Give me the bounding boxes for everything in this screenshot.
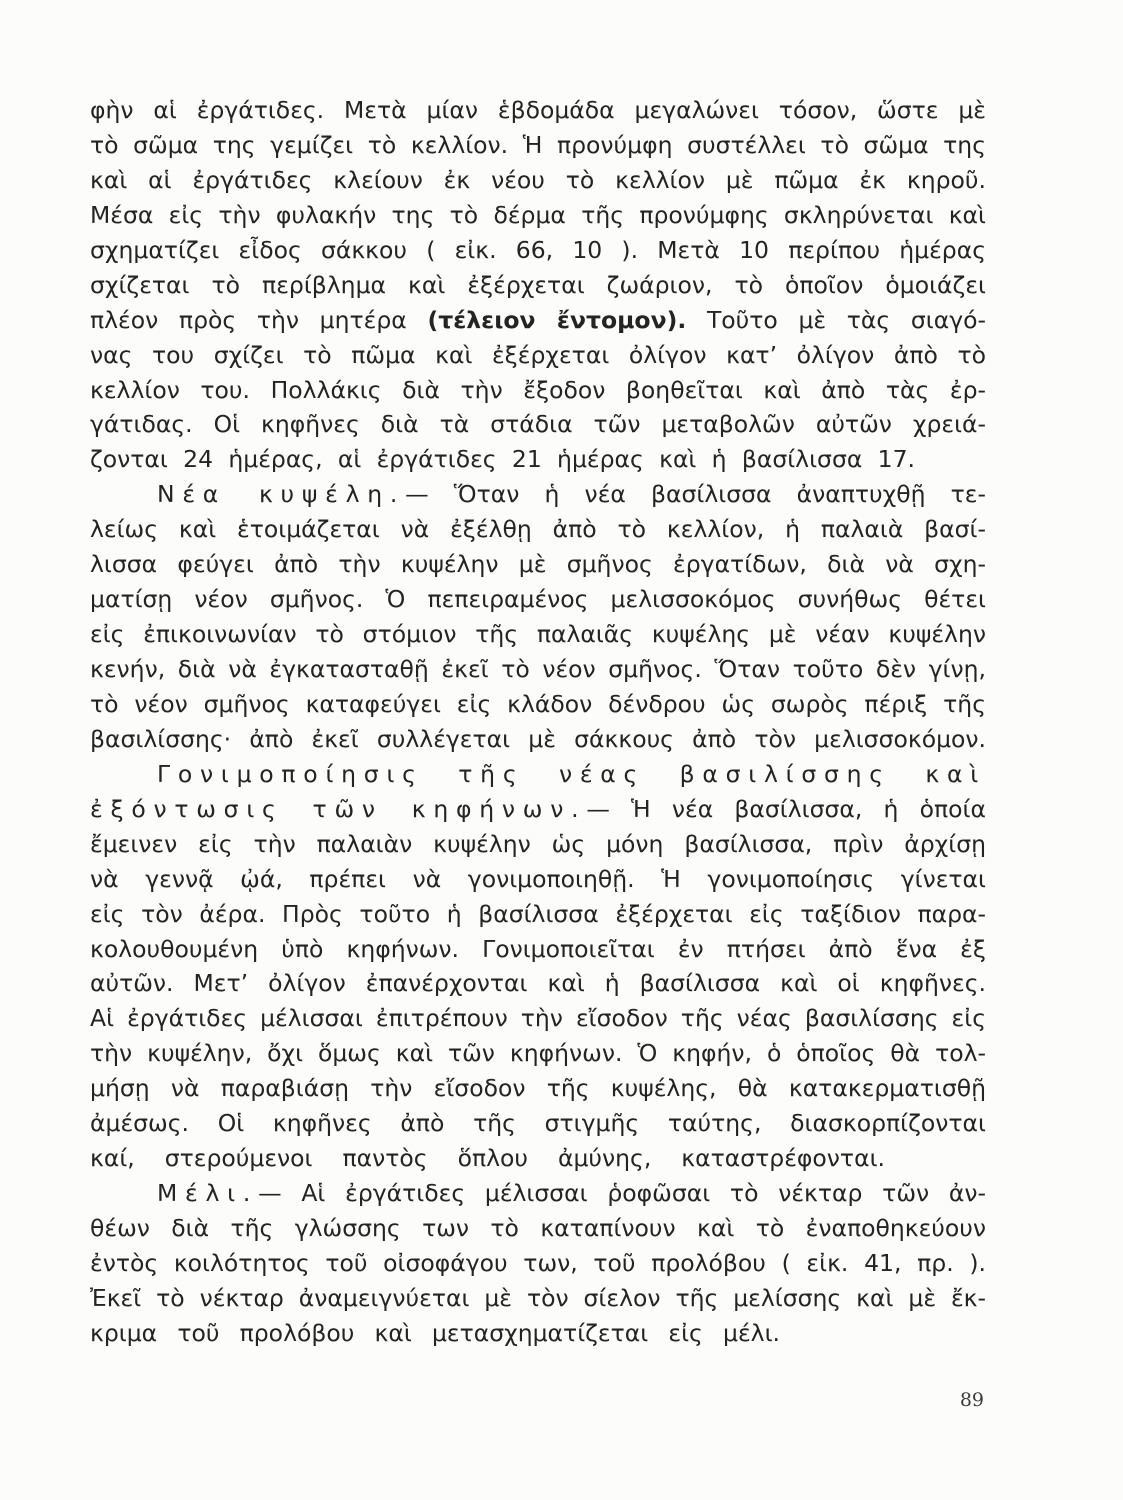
- text-line: ἔμεινεν εἰς τὴν παλαιὰν κυψέλην ὡς μόνη βασίλισσα, πρὶν ἀρχίσῃ: [90, 829, 986, 858]
- text-line: καὶ αἱ ἐργάτιδες κλείουν ἐκ νέου τὸ κελλίον μὲ πῶμα ἐκ κηροῦ.: [90, 165, 986, 194]
- text-line: ζονται 24 ἡμέρας, αἱ ἐργάτιδες 21 ἡμέρας καὶ ἡ βασίλισσα 17.: [90, 445, 915, 474]
- text-line: αὐτῶν. Μετ’ ὀλίγον ἐπανέρχονται καὶ ἡ βασίλισσα καὶ οἱ κηφῆνες.: [90, 969, 986, 998]
- text-line: νας του σχίζει τὸ πῶμα καὶ ἐξέρχεται ὀλίγον κατ’ ὀλίγον ἀπὸ τὸ: [90, 340, 986, 369]
- text-line: τὴν κυψέλην, ὄχι ὅμως καὶ τῶν κηφήνων. Ὁ κηφήν, ὁ ὁποῖος θὰ τολ-: [90, 1039, 986, 1068]
- text-line: [90, 477, 986, 512]
- text-line: Αἱ ἐργάτιδες μέλισσαι ἐπιτρέπουν τὴν εἴσοδον τῆς νέας βασιλίσσης εἰς: [90, 1004, 986, 1033]
- text-line: λείως καὶ ἑτοιμάζεται νὰ ἐξέλθῃ ἀπὸ τὸ κελλίον, ἡ παλαιὰ βασί-: [90, 515, 986, 544]
- text-line: εἰς τὸν ἀέρα. Πρὸς τοῦτο ἡ βασίλισσα ἐξέρχεται εἰς ταξίδιον παρα-: [90, 899, 986, 928]
- text-line: κελλίον του. Πολλάκις διὰ τὴν ἔξοδον βοηθεῖται καὶ ἀπὸ τὰς ἐρ-: [90, 375, 986, 404]
- section-heading: ἐξόντωσις τῶν κηφήνων.: [90, 794, 587, 823]
- text-line: κενήν, διὰ νὰ ἐγκατασταθῇ ἐκεῖ τὸ νέον σμῆνος. Ὅταν τοῦτο δὲν γίνῃ,: [90, 655, 986, 683]
- body-text: [90, 93, 986, 1351]
- text-line: καί, στερούμενοι παντὸς ὅπλου ἀμύνης, καταστρέφονται.: [90, 1144, 885, 1173]
- line-text: — Ἡ νέα βασίλισσα, ἡ ὁποία: [586, 794, 986, 823]
- text-line: ἀμέσως. Οἱ κηφῆνες ἀπὸ τῆς στιγμῆς ταύτης, διασκορπίζονται: [90, 1109, 986, 1138]
- text-line: σχηματίζει εἶδος σάκκου ( εἰκ. 66, 10 ). Μετὰ 10 περίπου ἡμέρας: [90, 235, 986, 264]
- line-text: — Αἱ ἐργάτιδες μέλισσαι ῥοφῶσαι τὸ νέκταρ τῶν ἀν-: [258, 1179, 986, 1208]
- text-line: ἐντὸς κοιλότητος τοῦ οἰσοφάγου των, τοῦ προλόβου ( εἰκ. 41, πρ. ).: [90, 1248, 986, 1277]
- text-line: νὰ γεννᾷ ᾠά, πρέπει νὰ γονιμοποιηθῇ. Ἡ γονιμοποίησις γίνεται: [90, 864, 986, 893]
- text-line: [90, 1176, 986, 1211]
- section-heading: Νέα κυψέλη.: [157, 480, 406, 509]
- text-line: θέων διὰ τῆς γλώσσης των τὸ καταπίνουν καὶ τὸ ἐναποθηκεύουν: [90, 1214, 986, 1242]
- section-heading: Γονιμοποίησις τῆς νέας βασιλίσσης καὶ: [157, 759, 986, 788]
- text-line: φὴν αἱ ἐργάτιδες. Μετὰ μίαν ἑβδομάδα μεγαλώνει τόσον, ὥστε μὲ: [90, 96, 986, 124]
- page-number: 89: [959, 1389, 984, 1411]
- text-line: κριμα τοῦ προλόβου καὶ μετασχηματίζεται εἰς μέλι.: [90, 1318, 780, 1347]
- text-line: γάτιδας. Οἱ κηφῆνες διὰ τὰ στάδια τῶν μεταβολῶν αὐτῶν χρειά-: [90, 410, 986, 439]
- text-line: κολουθουμένη ὑπὸ κηφήνων. Γονιμοποιεῖται ἐν πτήσει ἀπὸ ἕνα ἐξ: [90, 934, 986, 963]
- text-line: σχίζεται τὸ περίβλημα καὶ ἐξέρχεται ζωάριον, τὸ ὁποῖον ὁμοιάζει: [90, 270, 986, 299]
- section-heading: Μέλι.: [157, 1179, 259, 1208]
- line-text: — Ὅταν ἡ νέα βασίλισσα ἀναπτυχθῇ τε-: [405, 480, 986, 509]
- text-line: βασιλίσσης· ἀπὸ ἐκεῖ συλλέγεται μὲ σάκκους ἀπὸ τὸν μελισσοκόμον.: [90, 724, 986, 753]
- line-text: πλέον πρὸς τὴν μητέρα: [90, 305, 407, 334]
- line-text: Τοῦτο μὲ τὰς σιαγό-: [706, 305, 986, 334]
- text-line: Ἐκεῖ τὸ νέκταρ ἀναμειγνύεται μὲ τὸν σίελον τῆς μελίσσης καὶ μὲ ἔκ-: [90, 1283, 986, 1312]
- text-line: [90, 757, 986, 792]
- text-line: τὸ νέον σμῆνος καταφεύγει εἰς κλάδον δένδρου ὡς σωρὸς πέριξ τῆς: [90, 689, 986, 718]
- text-line: λισσα φεύγει ἀπὸ τὴν κυψέλην μὲ σμῆνος ἐργατίδων, διὰ νὰ σχη-: [90, 550, 986, 579]
- text-line: Μέσα εἰς τὴν φυλακήν της τὸ δέρμα τῆς προνύμφης σκληρύνεται καὶ: [90, 200, 986, 229]
- text-line: [90, 303, 986, 338]
- text-line: ματίσῃ νέον σμῆνος. Ὁ πεπειραμένος μελισσοκόμος συνήθως θέτει: [90, 585, 986, 614]
- text-line: εἰς ἐπικοινωνίαν τὸ στόμιον τῆς παλαιᾶς κυψέλης μὲ νέαν κυψέλην: [90, 620, 986, 649]
- text-line: [90, 792, 986, 827]
- bold-term: (τέλειον ἔντομον).: [427, 305, 687, 334]
- text-line: τὸ σῶμα της γεμίζει τὸ κελλίον. Ἡ προνύμφη συστέλλει τὸ σῶμα της: [90, 130, 986, 159]
- text-line: μήσῃ νὰ παραβιάσῃ τὴν εἴσοδον τῆς κυψέλης, θὰ κατακερματισθῇ: [90, 1074, 986, 1103]
